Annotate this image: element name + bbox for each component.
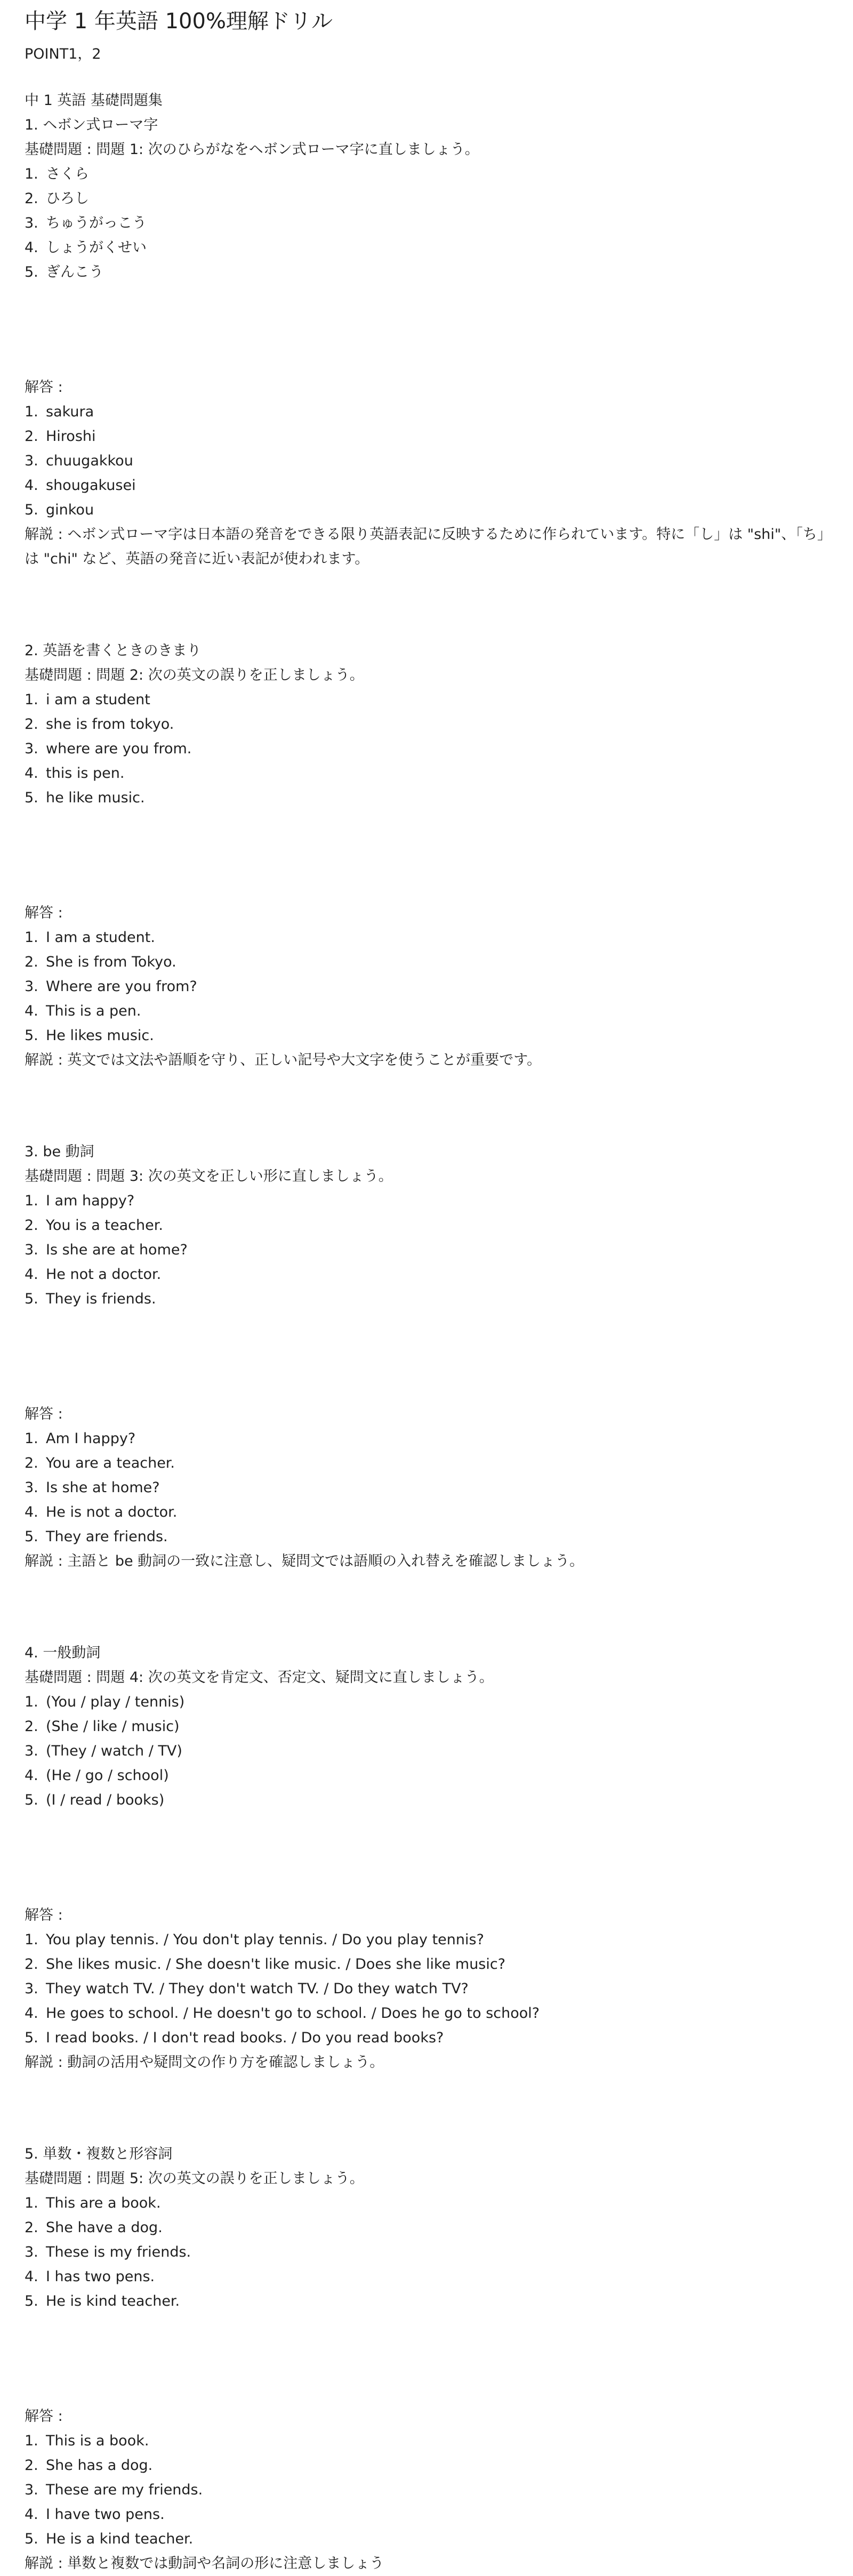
question-text: (He / go / school) — [46, 1767, 169, 1784]
question-list — [25, 2191, 828, 2314]
question-number: 4. — [25, 239, 38, 256]
question-item — [25, 1764, 828, 1788]
answer-text: Hiroshi — [46, 428, 96, 445]
answer-label: 解答 : — [25, 2408, 63, 2425]
answer-text: These are my friends. — [46, 2482, 203, 2498]
answer-number: 3. — [25, 453, 38, 469]
question-text: さくら — [46, 166, 89, 182]
question-item — [25, 162, 828, 187]
explanation-text: は "chi" など、英語の発音に近い表記が使われます。 — [25, 551, 369, 567]
explanation-text: 解説 : 英文では文法や語順を守り、正しい記号や大文字を使うことが重要です。 — [25, 1052, 542, 1068]
section-block — [25, 639, 828, 1140]
answer-item — [25, 999, 828, 1024]
section-heading: 4. 一般動詞 — [25, 1645, 101, 1661]
question-text: i am a student — [46, 691, 150, 708]
question-item — [25, 187, 828, 211]
answer-item — [25, 1476, 828, 1500]
answer-number: 3. — [25, 1981, 38, 1997]
question-number: 2. — [25, 1217, 38, 1234]
question-item — [25, 2216, 828, 2240]
answer-item — [25, 400, 828, 424]
question-item — [25, 1788, 828, 1813]
answer-number: 1. — [25, 1931, 38, 1948]
answer-number: 1. — [25, 2433, 38, 2449]
answer-number: 4. — [25, 1003, 38, 1019]
question-number: 4. — [25, 765, 38, 782]
question-item — [25, 1262, 828, 1287]
section-block — [25, 2142, 828, 2576]
question-number: 4. — [25, 2268, 38, 2285]
question-number: 3. — [25, 1743, 38, 1759]
question-number: 4. — [25, 1266, 38, 1283]
question-text: I am happy? — [46, 1193, 135, 1209]
question-number: 2. — [25, 2219, 38, 2236]
question-number: 1. — [25, 166, 38, 182]
answer-item — [25, 950, 828, 975]
answer-number: 2. — [25, 428, 38, 445]
answer-text: They watch TV. / They don't watch TV. / Do they watch TV? — [46, 1981, 469, 1997]
answer-item — [25, 1952, 828, 1977]
answer-label: 解答 : — [25, 379, 63, 396]
answer-label: 解答 : — [25, 905, 63, 921]
question-item — [25, 1739, 828, 1764]
answer-item — [25, 2453, 828, 2478]
question-text: Is she are at home? — [46, 1242, 188, 1258]
document-subtitle: POINT1，2 — [25, 46, 101, 62]
answer-number: 4. — [25, 477, 38, 494]
answer-item — [25, 1525, 828, 1549]
question-prompt: 基礎問題 : 問題 4: 次の英文を肯定文、否定文、疑問文に直しましょう。 — [25, 1669, 494, 1686]
answer-number: 5. — [25, 2531, 38, 2547]
answer-space — [25, 285, 828, 375]
answer-item — [25, 1500, 828, 1525]
answer-item — [25, 1451, 828, 1476]
answer-text: She is from Tokyo. — [46, 954, 176, 970]
answer-text: You play tennis. / You don't play tennis. / Do you play tennis? — [46, 1931, 484, 1948]
question-text: (You / play / tennis) — [46, 1694, 185, 1710]
answer-text: sakura — [46, 404, 94, 420]
answer-text: He is not a doctor. — [46, 1504, 178, 1520]
answer-number: 1. — [25, 1430, 38, 1447]
question-text: しょうがくせい — [46, 239, 147, 256]
answer-text: He is a kind teacher. — [46, 2531, 194, 2547]
section-block — [25, 1641, 828, 2142]
question-item — [25, 1238, 828, 1262]
answer-item — [25, 2502, 828, 2527]
answer-text: I have two pens. — [46, 2506, 165, 2523]
section-spacer — [25, 1574, 828, 1641]
answer-text: shougakusei — [46, 477, 136, 494]
answer-number: 5. — [25, 1027, 38, 1044]
answer-label: 解答 : — [25, 1406, 63, 1422]
question-number: 5. — [25, 1291, 38, 1307]
question-text: ひろし — [46, 190, 89, 207]
section-heading: 2. 英語を書くときのきまり — [25, 642, 202, 659]
question-text: You is a teacher. — [46, 1217, 163, 1234]
answer-item — [25, 449, 828, 473]
answer-list — [25, 400, 828, 522]
question-list — [25, 1189, 828, 1311]
question-item — [25, 2265, 828, 2289]
answer-text: chuugakkou — [46, 453, 133, 469]
question-item — [25, 737, 828, 761]
answer-number: 1. — [25, 929, 38, 946]
answer-number: 2. — [25, 1956, 38, 1973]
question-text: this is pen. — [46, 765, 125, 782]
section-heading: 5. 単数・複数と形容詞 — [25, 2146, 173, 2162]
answer-number: 4. — [25, 2005, 38, 2022]
section-block — [25, 113, 832, 639]
question-item — [25, 2191, 828, 2216]
question-item — [25, 2289, 828, 2314]
question-text: This are a book. — [46, 2195, 161, 2211]
question-list — [25, 162, 828, 285]
answer-space — [25, 1813, 828, 1903]
question-item — [25, 1690, 828, 1714]
explanation-text: 解説 : ヘボン式ローマ字は日本語の発音をできる限り英語表記に反映するために作られています。特に「し」は "shi"、「ち」 — [25, 526, 832, 543]
question-text: These is my friends. — [46, 2244, 191, 2260]
answer-text: Am I happy? — [46, 1430, 136, 1447]
question-number: 1. — [25, 691, 38, 708]
answer-text: He goes to school. / He doesn't go to school. / Does he go to school? — [46, 2005, 540, 2022]
answer-text: ginkou — [46, 502, 94, 518]
question-number: 4. — [25, 1767, 38, 1784]
answer-item — [25, 1427, 828, 1451]
answer-item — [25, 424, 828, 449]
answer-number: 2. — [25, 1455, 38, 1471]
question-text: (I / read / books) — [46, 1792, 165, 1808]
question-text: He is kind teacher. — [46, 2293, 180, 2309]
question-number: 5. — [25, 2293, 38, 2309]
answer-number: 4. — [25, 1504, 38, 1520]
question-item — [25, 1213, 828, 1238]
explanation-text: 解説 : 単数と複数では動詞や名詞の形に注意しましょう — [25, 2555, 384, 2572]
answer-item — [25, 473, 828, 498]
question-text: I has two pens. — [46, 2268, 155, 2285]
answer-item — [25, 2001, 828, 2026]
answer-number: 4. — [25, 2506, 38, 2523]
section-spacer — [25, 571, 828, 639]
question-item — [25, 1189, 828, 1213]
answer-list — [25, 1427, 828, 1549]
answer-number: 3. — [25, 1479, 38, 1496]
question-number: 3. — [25, 740, 38, 757]
answer-number: 5. — [25, 2030, 38, 2046]
question-item — [25, 260, 828, 285]
answer-number: 2. — [25, 2457, 38, 2474]
question-number: 3. — [25, 2244, 38, 2260]
question-item — [25, 211, 828, 236]
answer-text: He likes music. — [46, 1027, 154, 1044]
question-number: 5. — [25, 790, 38, 806]
answer-list — [25, 925, 828, 1048]
answer-text: She likes music. / She doesn't like music. / Does she like music? — [46, 1956, 506, 1973]
question-number: 5. — [25, 264, 38, 280]
section-spacer — [25, 1073, 828, 1140]
section-heading: 3. be 動詞 — [25, 1144, 94, 1160]
answer-text: She has a dog. — [46, 2457, 153, 2474]
question-number: 2. — [25, 190, 38, 207]
collection-title: 中 1 英語 基礎問題集 — [25, 92, 163, 109]
answer-text: I am a student. — [46, 929, 155, 946]
answer-space — [25, 1311, 828, 1402]
answer-space — [25, 2314, 828, 2404]
answer-item — [25, 975, 828, 999]
question-prompt: 基礎問題 : 問題 1: 次のひらがなをヘボン式ローマ字に直しましょう。 — [25, 141, 479, 158]
answer-text: I read books. / I don't read books. / Do you read books? — [46, 2030, 444, 2046]
answer-number: 3. — [25, 2482, 38, 2498]
answer-text: This is a book. — [46, 2433, 149, 2449]
section-heading: 1. ヘボン式ローマ字 — [25, 117, 158, 133]
question-text: she is from tokyo. — [46, 716, 174, 732]
answer-space — [25, 810, 828, 901]
question-item — [25, 236, 828, 260]
question-text: ぎんこう — [46, 264, 103, 280]
question-prompt: 基礎問題 : 問題 2: 次の英文の誤りを正しましょう。 — [25, 667, 364, 683]
question-number: 1. — [25, 1694, 38, 1710]
question-number: 1. — [25, 1193, 38, 1209]
question-text: where are you from. — [46, 740, 192, 757]
section-block — [25, 1140, 828, 1641]
question-number: 3. — [25, 215, 38, 231]
section-spacer — [25, 2075, 828, 2142]
explanation-text: 解説 : 動詞の活用や疑問文の作り方を確認しましょう。 — [25, 2054, 384, 2071]
question-text: he like music. — [46, 790, 145, 806]
answer-item — [25, 498, 828, 522]
answer-text: You are a teacher. — [46, 1455, 175, 1471]
question-item — [25, 1714, 828, 1739]
question-text: ちゅうがっこう — [46, 215, 147, 231]
answer-number: 2. — [25, 954, 38, 970]
question-text: (She / like / music) — [46, 1718, 180, 1735]
question-number: 3. — [25, 1242, 38, 1258]
question-text: She have a dog. — [46, 2219, 163, 2236]
answer-item — [25, 1928, 828, 1952]
answer-item — [25, 2026, 828, 2050]
answer-list — [25, 2429, 828, 2551]
question-text: (They / watch / TV) — [46, 1743, 182, 1759]
question-item — [25, 761, 828, 786]
answer-number: 5. — [25, 1528, 38, 1545]
question-number: 1. — [25, 2195, 38, 2211]
answer-number: 3. — [25, 978, 38, 995]
sections-container — [25, 113, 832, 2576]
question-number: 2. — [25, 1718, 38, 1735]
answer-number: 5. — [25, 502, 38, 518]
answer-text: They are friends. — [46, 1528, 168, 1545]
answer-item — [25, 2478, 828, 2502]
answer-label: 解答 : — [25, 1907, 63, 1923]
question-item — [25, 688, 828, 712]
question-prompt: 基礎問題 : 問題 5: 次の英文の誤りを正しましょう。 — [25, 2170, 364, 2187]
document-title: 中学 1 年英語 100%理解ドリル — [25, 9, 333, 34]
question-list — [25, 688, 828, 810]
answer-item — [25, 925, 828, 950]
answer-item — [25, 2527, 828, 2551]
question-text: He not a doctor. — [46, 1266, 162, 1283]
question-item — [25, 2240, 828, 2265]
question-list — [25, 1690, 828, 1813]
answer-list — [25, 1928, 828, 2050]
answer-text: This is a pen. — [46, 1003, 141, 1019]
question-item — [25, 712, 828, 737]
question-number: 2. — [25, 716, 38, 732]
question-item — [25, 1287, 828, 1311]
question-item — [25, 786, 828, 810]
question-prompt: 基礎問題 : 問題 3: 次の英文を正しい形に直しましょう。 — [25, 1168, 393, 1185]
answer-item — [25, 1024, 828, 1048]
answer-text: Where are you from? — [46, 978, 197, 995]
answer-number: 1. — [25, 404, 38, 420]
answer-item — [25, 1977, 828, 2001]
question-text: They is friends. — [46, 1291, 156, 1307]
answer-text: Is she at home? — [46, 1479, 160, 1496]
answer-item — [25, 2429, 828, 2453]
question-number: 5. — [25, 1792, 38, 1808]
explanation-text: 解説 : 主語と be 動詞の一致に注意し、疑問文では語順の入れ替えを確認しましょう。 — [25, 1553, 584, 1569]
